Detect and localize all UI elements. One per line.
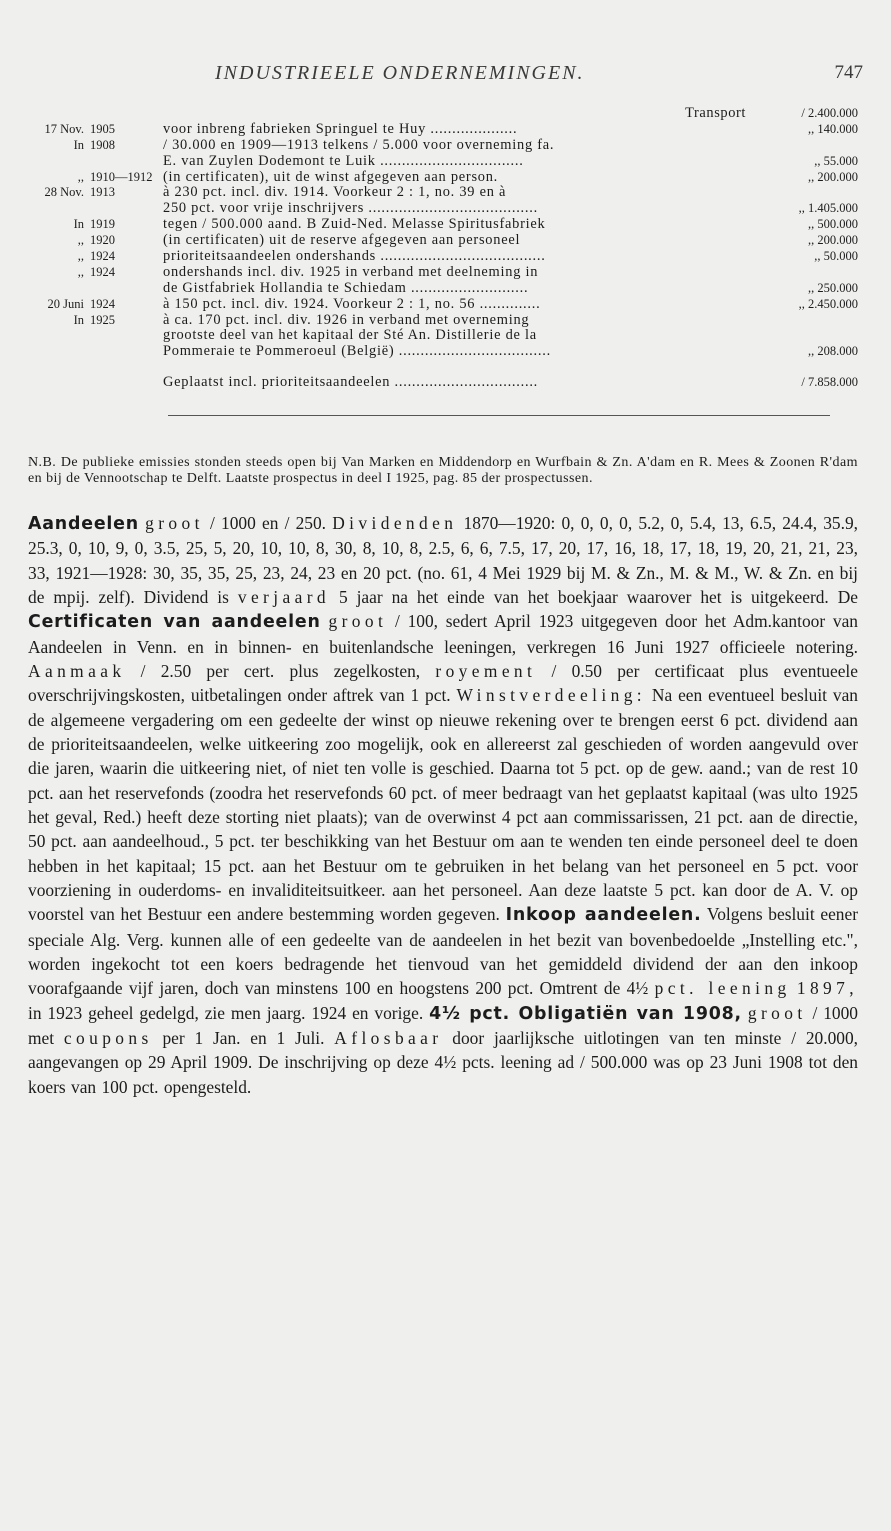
ledger-amount <box>756 265 858 281</box>
ledger-year: 1924 <box>90 264 115 279</box>
page-number: 747 <box>834 62 863 83</box>
ledger-text: grootste deel van het kapitaal der Sté An. Distillerie de la <box>163 328 537 344</box>
ledger-amount <box>756 138 858 154</box>
ledger-year: 1925 <box>90 312 115 327</box>
ledger-year: 1919 <box>90 217 115 232</box>
ledger-amount: ,, 140.000 <box>808 121 858 136</box>
ledger-amount: ,, 50.000 <box>814 249 858 264</box>
ledger-text: 250 pct. voor vrije inschrijvers ....................................... <box>163 201 538 217</box>
ledger-amount <box>756 328 858 344</box>
heading-aandeelen: Aandeelen <box>28 514 139 534</box>
ledger-row <box>28 265 858 281</box>
spaced-word: royement <box>435 660 537 681</box>
ledger-amount: ,, 250.000 <box>808 280 858 295</box>
ledger-amount <box>756 185 858 201</box>
heading-certificaten: Certificaten van aandeelen <box>28 612 321 633</box>
ledger-date <box>28 265 163 281</box>
spaced-word: pct. leening <box>654 978 791 999</box>
ledger-day: ,, <box>77 169 84 184</box>
ledger-amount: ,, 55.000 <box>814 153 858 168</box>
ledger-day: 17 Nov. <box>44 121 84 136</box>
ledger-year: 1924 <box>90 249 115 264</box>
capital-history-table <box>28 106 858 393</box>
transport-row <box>28 106 858 122</box>
text-run: 1870—1920: 0, 0, 0, 0, 5.2, 0, 5.4, 13, 6.5, 24.4, 35.9, 25.3, 0, 10, 9, 0, 3.5, 25, 5, 20, 10, 10, 8, 30, 8, 10, 8, 2.5, 6, 6, 7.5, 17, 20, 17, 16, 18, 17, 18, 19, 20, 21, 21, 23, 33, 1921—1928: 30, 35, 35, 25, 23, 24, 23 en 20 pct. (no. 61, 4 Mei 1929 bij M. & Zn., M. & M., W. & Zn. en bij de mpij. zelf). Dividend is <box>28 513 858 607</box>
total-row <box>28 375 858 393</box>
ledger-day: In <box>73 312 84 327</box>
ledger-row <box>28 344 858 360</box>
ledger-row <box>28 249 858 265</box>
spaced-word: Dividenden <box>332 513 458 533</box>
text-run: / 100, sedert April 1923 uitgegeven door het Adm.kantoor van Aandeelen in Venn. en in binnen- en buitenlandsche leeningen, verkregen 16 Juni 1927 officieele notering. <box>28 611 859 657</box>
ledger-row <box>28 313 858 329</box>
ledger-row <box>28 185 858 201</box>
ledger-day: 28 Nov. <box>44 185 84 200</box>
text-run: 5 jaar na het einde van het boekjaar waarover het is uitgekeerd. De <box>330 586 858 607</box>
ledger-date <box>28 138 163 154</box>
transport-label: Transport <box>685 105 746 121</box>
ledger-day: ,, <box>77 264 84 279</box>
ledger-text: (in certificaten) uit de reserve afgegeven aan personeel <box>163 233 521 249</box>
ledger-text: de Gistfabriek Hollandia te Schiedam ........................... <box>163 280 529 296</box>
ledger-row <box>28 122 858 138</box>
ledger-day: 20 Juni <box>47 296 84 311</box>
ledger-text: E. van Zuylen Dodemont te Luik ................................. <box>163 153 524 169</box>
ledger-row <box>28 233 858 249</box>
ledger-amount: ,, 200.000 <box>808 233 858 248</box>
ledger-day: ,, <box>77 249 84 264</box>
text-run: door jaarlijksche uitlotingen van ten minste / 20.000, aangevangen op 29 April 1909. De inschrijving op deze 4½ pcts. leening ad / 500.000 was op 23 Juni 1908 tot den koers van 100 pct. opengesteld. <box>28 1027 858 1097</box>
total-rule <box>168 415 830 416</box>
ledger-year: 1920 <box>90 233 115 248</box>
text-run: Volgens besluit eener speciale Alg. Verg. kunnen alle of een gedeelte van de aandeelen in het bezit van bovenbedoelde „Instelling etc.", worden ingekocht tot een koers bedragende het tienvoud van het gemiddeld dividend der aan den inkoop voorafgaande vijf jaren, doch van minstens 100 en hoogstens 200 pct. Omtrent de 4½ <box>28 904 858 999</box>
ledger-row <box>28 281 858 297</box>
ledger-year: 1910—1912 <box>90 169 153 184</box>
ledger-amount <box>756 313 858 329</box>
ledger-text: tegen / 500.000 aand. B Zuid-Ned. Melasse Spiritusfabriek <box>163 217 546 233</box>
spaced-word: groot <box>145 513 204 533</box>
ledger-row <box>28 217 858 233</box>
nb-note: N.B. De publieke emissies stonden steeds open bij Van Marken en Middendorp en Wurfbain & Zn. A'dam en R. Mees & Zoonen R'dam en bij de Vennootschap te Delft. Laatste prospectus in deel I 1925, pag. 85 der prospectussen. <box>28 455 858 487</box>
ledger-amount: ,, 208.000 <box>808 344 858 359</box>
ledger-text: à ca. 170 pct. incl. div. 1926 in verband met overneming <box>163 312 530 328</box>
ledger-year: 1924 <box>90 296 115 311</box>
spaced-word: 1897, <box>796 978 858 999</box>
ledger-year: 1913 <box>90 185 115 200</box>
ledger-text: à 150 pct. incl. div. 1924. Voorkeur 2 : 1, no. 56 .............. <box>163 296 541 312</box>
text-run: in 1923 geheel gedelgd, zie men jaarg. 1924 en vorige. <box>28 1002 430 1023</box>
ledger-row <box>28 201 858 217</box>
running-title: INDUSTRIEELE ONDERNEMINGEN. <box>215 62 585 84</box>
ledger-date <box>28 233 163 249</box>
text-run: per 1 Jan. en 1 Juli. <box>152 1027 335 1048</box>
ledger-text: à 230 pct. incl. div. 1914. Voorkeur 2 : 1, no. 39 en à <box>163 185 507 201</box>
ledger-row <box>28 138 858 154</box>
total-text: Geplaatst incl. prioriteitsaandeelen ................................. <box>163 375 539 391</box>
text-run: / 1000 en / 250. <box>203 513 333 533</box>
ledger-text: Pommeraie te Pommeroeul (België) ................................... <box>163 344 551 360</box>
ledger-day: ,, <box>77 233 84 248</box>
heading-inkoop: Inkoop aandeelen. <box>505 905 702 926</box>
ledger-date <box>28 297 163 313</box>
spaced-word: verjaard <box>237 586 331 607</box>
spaced-word: Aflosbaar <box>334 1027 443 1048</box>
total-spacer <box>28 375 163 393</box>
heading-obligatien: 4½ pct. Obligatiën van 1908, <box>429 1003 742 1024</box>
ledger-date <box>28 154 163 170</box>
spaced-word: groot <box>328 611 388 632</box>
spaced-word: Aanmaak <box>28 660 126 681</box>
text-run: Na een eventueel besluit van de algemeene vergadering om een gedeelte der winst op nieuwe rekening over te brengen eerst 6 pct. dividend aan de prioriteitsaandeelen, welke uitkeering zoo mogelijk, ook en allereerst zal geschieden of worden aangevuld over die jaren, waarin die uitkeering niet, of niet ten volle is geschied. Daarna tot 5 pct. op de gew. aand.; van de rest 10 pct. aan het reservefonds (zoodra het reservefonds 60 pct. of meer bedraagt van het geplaatst kapitaal (was ulto 1925 het geval, Red.) heeft deze storting niet plaats); van de overwinst 4 pct aan commissarissen, 21 pct. aan de directie, 50 pct. aan aandeelhoud., 5 pct. ter beschikking van het Bestuur om aan te wenden ten einde personeel deel te doen hebben in het kapitaal; 15 pct. aan het Bestuur om te gebruiken in het belang van het personeel en 5 pct. voor voorziening in ouderdoms- en invaliditeitsuitkeer. aan het personeel. Aan deze laatste 5 pct. kan door de A. V. op voorstel van het Bestuur een andere bestemming worden gegeven. <box>28 685 858 925</box>
ledger-row <box>28 170 858 186</box>
text-run: / 2.50 per cert. plus zegelkosten, <box>125 660 436 681</box>
ledger-row <box>28 328 858 344</box>
transport-amount: / 2.400.000 <box>801 106 858 120</box>
ledger-year: 1908 <box>90 137 115 152</box>
ledger-amount: ,, 2.450.000 <box>798 296 858 311</box>
ledger-date <box>28 217 163 233</box>
total-amount: / 7.858.000 <box>801 375 858 390</box>
ledger-date <box>28 170 163 186</box>
ledger-date <box>28 344 163 360</box>
ledger-day: In <box>73 217 84 232</box>
ledger-day: In <box>73 137 84 152</box>
ledger-text: ondershands incl. div. 1925 in verband met deelneming in <box>163 264 539 280</box>
ledger-text: (in certificaten), uit de winst afgegeven aan person. <box>163 169 499 185</box>
ledger-year: 1905 <box>90 121 115 136</box>
ledger-date <box>28 328 163 344</box>
ledger-date <box>28 201 163 217</box>
ledger-text: prioriteitsaandeelen ondershands ...................................... <box>163 249 546 265</box>
ledger-text: voor inbreng fabrieken Springuel te Huy .................... <box>163 121 518 137</box>
ledger-text: / 30.000 en 1909—1913 telkens / 5.000 voor overneming fa. <box>163 137 555 153</box>
ledger-amount: ,, 500.000 <box>808 217 858 232</box>
text-run: / 1000 met <box>28 1002 858 1048</box>
body-paragraph <box>28 511 858 1099</box>
page-header <box>0 62 891 92</box>
ledger-row <box>28 154 858 170</box>
text-run: / 0.50 per certificaat plus eventueele overschrijvingskosten, uitbetalingen onder aftrek van 1 pct. <box>28 660 858 706</box>
ledger-date <box>28 249 163 265</box>
ledger-date <box>28 122 163 138</box>
ledger-row <box>28 297 858 313</box>
spaced-word: Winstverdeeling: <box>456 685 647 706</box>
ledger-date <box>28 185 163 201</box>
ledger-amount: ,, 1.405.000 <box>798 201 858 216</box>
ledger-date <box>28 281 163 297</box>
spaced-word: groot <box>747 1002 807 1023</box>
ledger-date <box>28 313 163 329</box>
body-text <box>28 511 858 1099</box>
ledger-amount: ,, 200.000 <box>808 169 858 184</box>
spaced-word: coupons <box>63 1027 153 1048</box>
